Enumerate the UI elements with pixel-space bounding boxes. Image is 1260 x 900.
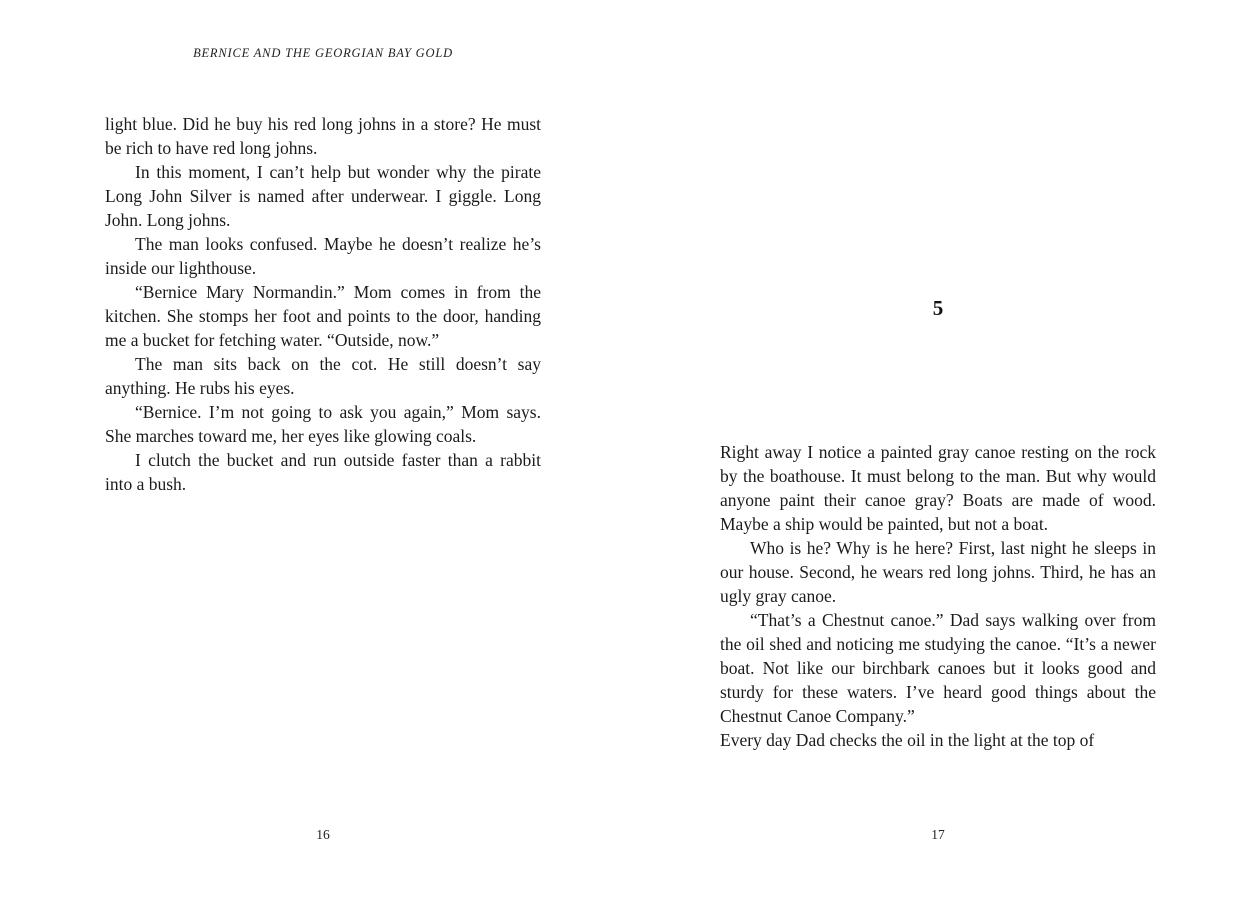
paragraph: Who is he? Why is he here? First, last night he sleeps in our house. Second, he wears red long johns. Third, he has an ugly gray canoe. <box>720 538 1156 606</box>
paragraph: I clutch the bucket and run outside faster than a rabbit into a bush. <box>105 450 541 494</box>
left-page-number: 16 <box>316 827 330 842</box>
paragraph: In this moment, I can’t help but wonder why the pirate Long John Silver is named after underwear. I giggle. Long John. Long johns. <box>105 162 541 230</box>
paragraph: “Bernice Mary Normandin.” Mom comes in from the kitchen. She stomps her foot and points to the door, handing me a bucket for fetching water. “Outside, now.” <box>105 282 541 350</box>
chapter-number: 5 <box>932 296 944 320</box>
left-page <box>105 0 541 900</box>
paragraph: Right away I notice a painted gray canoe resting on the rock by the boathouse. It must belong to the man. But why would anyone paint their canoe gray? Boats are made of wood. Maybe a ship would be painted, but not a boat. <box>720 442 1156 534</box>
right-page-number: 17 <box>931 827 945 842</box>
paragraph: “Bernice. I’m not going to ask you again,” Mom says. She marches toward me, her eyes like glowing coals. <box>105 402 541 446</box>
right-page <box>720 0 1156 900</box>
paragraph: light blue. Did he buy his red long johns in a store? He must be rich to have red long johns. <box>105 114 541 158</box>
right-page-body <box>720 440 1156 752</box>
paragraph: Every day Dad checks the oil in the light at the top of <box>720 730 1095 750</box>
running-header: BERNICE AND THE GEORGIAN BAY GOLD <box>193 46 453 60</box>
paragraph: The man sits back on the cot. He still doesn’t say anything. He rubs his eyes. <box>105 354 541 398</box>
left-page-body <box>105 112 541 496</box>
paragraph: The man looks confused. Maybe he doesn’t realize he’s inside our lighthouse. <box>105 234 541 278</box>
paragraph: “That’s a Chestnut canoe.” Dad says walking over from the oil shed and noticing me studying the canoe. “It’s a newer boat. Not like our birchbark canoes but it looks good and sturdy for these waters. I’ve heard good things about the Chestnut Canoe Company.” <box>720 610 1156 726</box>
